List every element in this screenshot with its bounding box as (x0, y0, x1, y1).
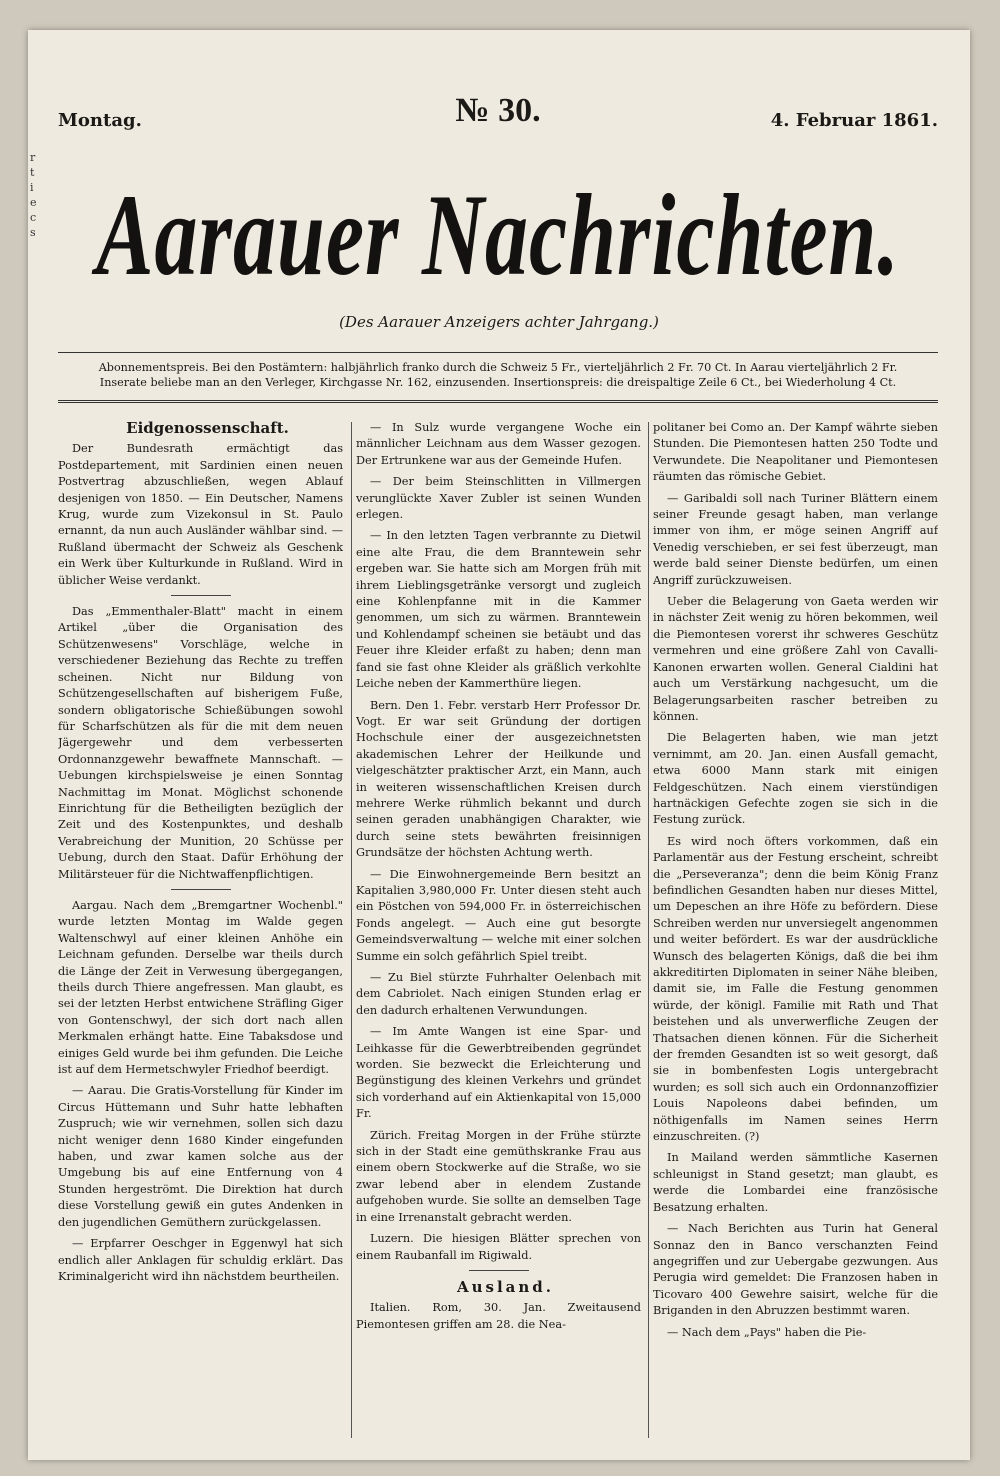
article-paragraph: Ueber die Belagerung von Gaeta werden wir in nächster Zeit wenig zu hören bekommen, weil die Piemontesen vorerst ihr schweres Geschütz vermehren und eine größere Zahl von Cavalli-Kanonen erwarten wollen. General Cialdini hat auch um Verstärkung nachgesucht, um die Belagerungsarbeiten rascher betreiben zu können. (653, 595, 938, 723)
subscription-rule (58, 400, 938, 403)
article-paragraph: Bern. Den 1. Febr. verstarb Herr Professor Dr. Vogt. Er war seit Gründung der dortigen Hochschule einer der ausgezeichnetsten akademischen Lehrer der Heilkunde und vielgeschätzter praktischer Arzt, ein Mann, auch in weiteren wissenschaftlichen Kreisen durch mehrere Werke rühmlich bekannt und durch seinen geraden unabhängigen Charakter, wie durch seine stets bewährten freisinnigen Grundsätze der höchsten Achtung werth. (356, 698, 641, 860)
issue-number: № 30. (455, 92, 541, 129)
article-paragraph: — Im Amte Wangen ist eine Spar- und Leihkasse für die Gewerbtreibenden gegründet worden. Sie bezweckt die Erleichterung und Begünstigung des kleinen Verkehrs und gründet sich vorderhand auf ein Aktienkapital von 15,000 Fr. (356, 1025, 641, 1121)
section-heading-eidgenossenschaft: Eidgenossenschaft. (126, 420, 289, 437)
article-paragraph: — Erpfarrer Oeschger in Eggenwyl hat sich endlich aller Anklagen für schuldig erklärt. Das Kriminalgericht wird ihn nächstdem beurtheilen. (58, 1237, 343, 1283)
article-paragraph: Luzern. Die hiesigen Blätter sprechen von einem Raubanfall im Rigiwald. (356, 1232, 641, 1262)
issue-date: 4. Februar 1861. (770, 110, 938, 131)
article-paragraph: Der Bundesrath ermächtigt das Postdepartement, mit Sardinien einen neuen Postvertrag abzuschließen, wegen Ablauf desjenigen von 1850. — Ein Deutscher, Namens Krug, wurde zum Vizekonsul in St. Paulo ernannt, da nun auch Ausländer wählbar sind. — Rußland übermacht der Schweiz als Geschenk ein Werk über Kulturkunde in Rußland. Wird in üblicher Weise verdankt. (58, 442, 343, 587)
column-3 (653, 420, 938, 1440)
article-paragraph: — Die Einwohnergemeinde Bern besitzt an Kapitalien 3,980,000 Fr. Unter diesen steht auch ein Pöstchen von 594,000 Fr. in österreichischen Fonds angelegt. — Auch eine gut besorgte Gemeindsverwaltung — welche mit einer solchen Summe ein solch gefährlich Spiel treibt. (356, 867, 641, 963)
column-separator (351, 422, 352, 1438)
article-paragraph: Italien. Rom, 30. Jan. Zweitausend Piemontesen griffen am 28. die Nea- (356, 1301, 641, 1331)
article-paragraph: — Nach Berichten aus Turin hat General Sonnaz den in Banco verschanzten Feind angegriffen und zur Uebergabe gezwungen. Aus Perugia wird gemeldet: Die Franzosen haben in Ticovaro 400 Gewehre saisirt, welche für die Briganden in den Abruzzen bestimmt waren. (653, 1222, 938, 1318)
article-paragraph: — In den letzten Tagen verbrannte zu Dietwil eine alte Frau, die dem Branntewein sehr ergeben war. Sie hatte sich am Morgen früh mit ihrem Lieblingsgetränke versorgt und zugleich eine Kohlenpfanne mit in die Kammer genommen, um sich zu wärmen. Branntewein und Kohlendampf scheinen sie betäubt und das Feuer ihre Kleider erfaßt zu haben; denn man fand sie fast ohne Kleider als gräßlich verkohlte Leiche neben der Kammerthüre liegen. (356, 529, 641, 691)
section-divider (469, 1270, 529, 1271)
subscription-info (58, 360, 938, 390)
edge-letter: s (30, 226, 36, 239)
article-paragraph: — In Sulz wurde vergangene Woche ein männlicher Leichnam aus dem Wasser gezogen. Der Ertrunkene war aus der Gemeinde Hufen. (356, 421, 641, 467)
newspaper-page (28, 30, 970, 1460)
binding-edge-letters (30, 150, 44, 240)
subscription-line-2: Inserate beliebe man an den Verleger, Kirchgasse Nr. 162, einzusenden. Insertionspreis: die dreispaltige Zeile 6 Ct., bei Wiederholung 4 Ct. (99, 376, 897, 389)
article-paragraph: politaner bei Como an. Der Kampf währte sieben Stunden. Die Piemontesen hatten 250 Todte und Verwundete. Die Neapolitaner und Piemontesen räumten das römische Gebiet. (653, 421, 938, 484)
edge-letter: e (30, 196, 37, 209)
article-paragraph: Aargau. Nach dem „Bremgartner Wochenbl." wurde letzten Montag im Walde gegen Waltenschwyl auf einer kleinen Anhöhe ein Leichnam gefunden. Derselbe war theils durch die Länge der Zeit in Verwesung übergegangen, theils durch Thiere angefressen. Man glaubt, es sei der letzten Herbst entwichene Sträfling Giger von Gontenschwyl, der sich dort nach allen Merkmalen erhängt hatte. Eine Tabaksdose und einiges Geld wurde bei ihm gefunden. Die Leiche ist auf dem Hermetschwyler Friedhof beerdigt. (58, 898, 343, 1077)
edge-letter: i (30, 181, 34, 194)
article-paragraph: — Nach dem „Pays" haben die Pie- (667, 1325, 867, 1339)
article-paragraph: Die Belagerten haben, wie man jetzt vernimmt, am 20. Jan. einen Ausfall gemacht, etwa 6000 Mann stark mit einigen Feldgeschützen. Nach einem vierstündigen hartnäckigen Gefechte zogen sie sich in die Festung zurück. (653, 731, 938, 827)
article-paragraph: — Garibaldi soll nach Turiner Blättern einem seiner Freunde gesagt haben, man verlange immer von ihm, er möge seinen Angriff auf Venedig verschieben, er sei fest überzeugt, man werde bald seiner Dienste bedürfen, um einen Angriff zurückzuweisen. (653, 491, 938, 587)
article-paragraph: — Zu Biel stürzte Fuhrhalter Oelenbach mit dem Cabriolet. Nach einigen Stunden erlag er den dadurch erhaltenen Verwundungen. (356, 971, 641, 1017)
column-separator (648, 422, 649, 1438)
newspaper-subtitle: (Des Aarauer Anzeigers achter Jahrgang.) (339, 313, 659, 331)
newspaper-title: Aarauer Nachrichten. (96, 170, 900, 300)
article-paragraph: Es wird noch öfters vorkommen, daß ein Parlamentär aus der Festung erscheint, schreibt die „Perseveranza"; denn die beim König Franz befindlichen Gesandten haben nur dieses Mittel, um Depeschen an ihre Höfe zu befördern. Diese Schreiben werden nur unversiegelt angenommen und weiter befördert. Es war der ausdrückliche Wunsch des belagerten Königs, daß die bei ihm akkreditirten Diplomaten in seiner Nähe bleiben, damit sie, im Falle die Festung genommen würde, der königl. Familie mit Rath und That beistehen und als unverwerfliche Zeugen der Thatsachen dienen können. Für die Sicherheit der fremden Gesandten ist so weit gesorgt, daß sie in bombenfesten Logis untergebracht wurden; es soll sich auch ein Ordonnanzoffizier Louis Napoleons dabei befinden, um nöthigenfalls im Namen seines Herrn einzuschreiten. (?) (653, 834, 938, 1144)
edge-letter: c (30, 211, 37, 224)
edge-letter: t (30, 166, 35, 179)
article-paragraph: Das „Emmenthaler-Blatt" macht in einem Artikel „über die Organisation des Schützenwesens" Vorschläge, welche in verschiedener Beziehung das Rechte zu treffen scheinen. Nicht nur Bildung von Schützengesellschaften auf bisherigem Fuße, sondern obligatorische Schießübungen sowohl für Scharfschützen als für die mit dem neuen Jägergewehr und dem verbesserten Ordonnanzgewehr bewaffnete Mannschaft. — Uebungen kirchspielsweise je einen Sonntag Nachmittag im Monat. Möglichst schonende Einrichtung für die Betheiligten bezüglich der Zeit und des Kostenpunktes, und deshalb Verabreichung der Munition, 20 Schüsse per Uebung, durch den Staat. Dafür Erhöhung der Militärsteuer für die Nichtwaffenpflichtigen. (58, 605, 343, 881)
issue-header (58, 92, 938, 132)
article-paragraph: Zürich. Freitag Morgen in der Frühe stürzte sich in der Stadt eine gemüthskranke Frau aus einem obern Stockwerke auf die Straße, wo sie zwar lebend aber in elendem Zustande aufgehoben wurde. Sie sollte an demselben Tage in eine Irrenanstalt gebracht werden. (356, 1128, 641, 1224)
subscription-line-1: Abonnementspreis. Bei den Postämtern: halbjährlich franko durch die Schweiz 5 Fr., vierteljährlich 2 Fr. 70 Ct. In Aarau vierteljährlich 2 Fr. (98, 361, 898, 374)
header-rule (58, 352, 938, 353)
edge-letter: r (30, 151, 36, 164)
article-paragraph: — Der beim Steinschlitten in Villmergen verunglückte Xaver Zubler ist seinen Wunden erlegen. (356, 475, 641, 522)
article-paragraph: — Aarau. Die Gratis-Vorstellung für Kinder im Circus Hüttemann und Suhr hatte lebhaften Zuspruch; wie wir vernehmen, sollen sich dazu nicht weniger denn 1680 Kinder eingefunden haben, und zwar kamen solche aus der Umgebung bis auf eine Entfernung von 4 Stunden hergeströmt. Die Direktion hat durch diese Vorstellung gewiß ein gutes Andenken in den jugendlichen Gemüthern zurückgelassen. (58, 1084, 343, 1229)
column-2 (356, 420, 641, 1440)
article-divider (171, 889, 231, 890)
issue-day: Montag. (58, 110, 142, 131)
column-1 (58, 420, 343, 1440)
article-divider (171, 595, 231, 596)
section-heading-ausland: Ausland. (456, 1277, 555, 1296)
article-paragraph: In Mailand werden sämmtliche Kasernen schleunigst in Stand gesetzt; man glaubt, es werde die Lombardei eine französische Besatzung erhalten. (653, 1151, 938, 1214)
